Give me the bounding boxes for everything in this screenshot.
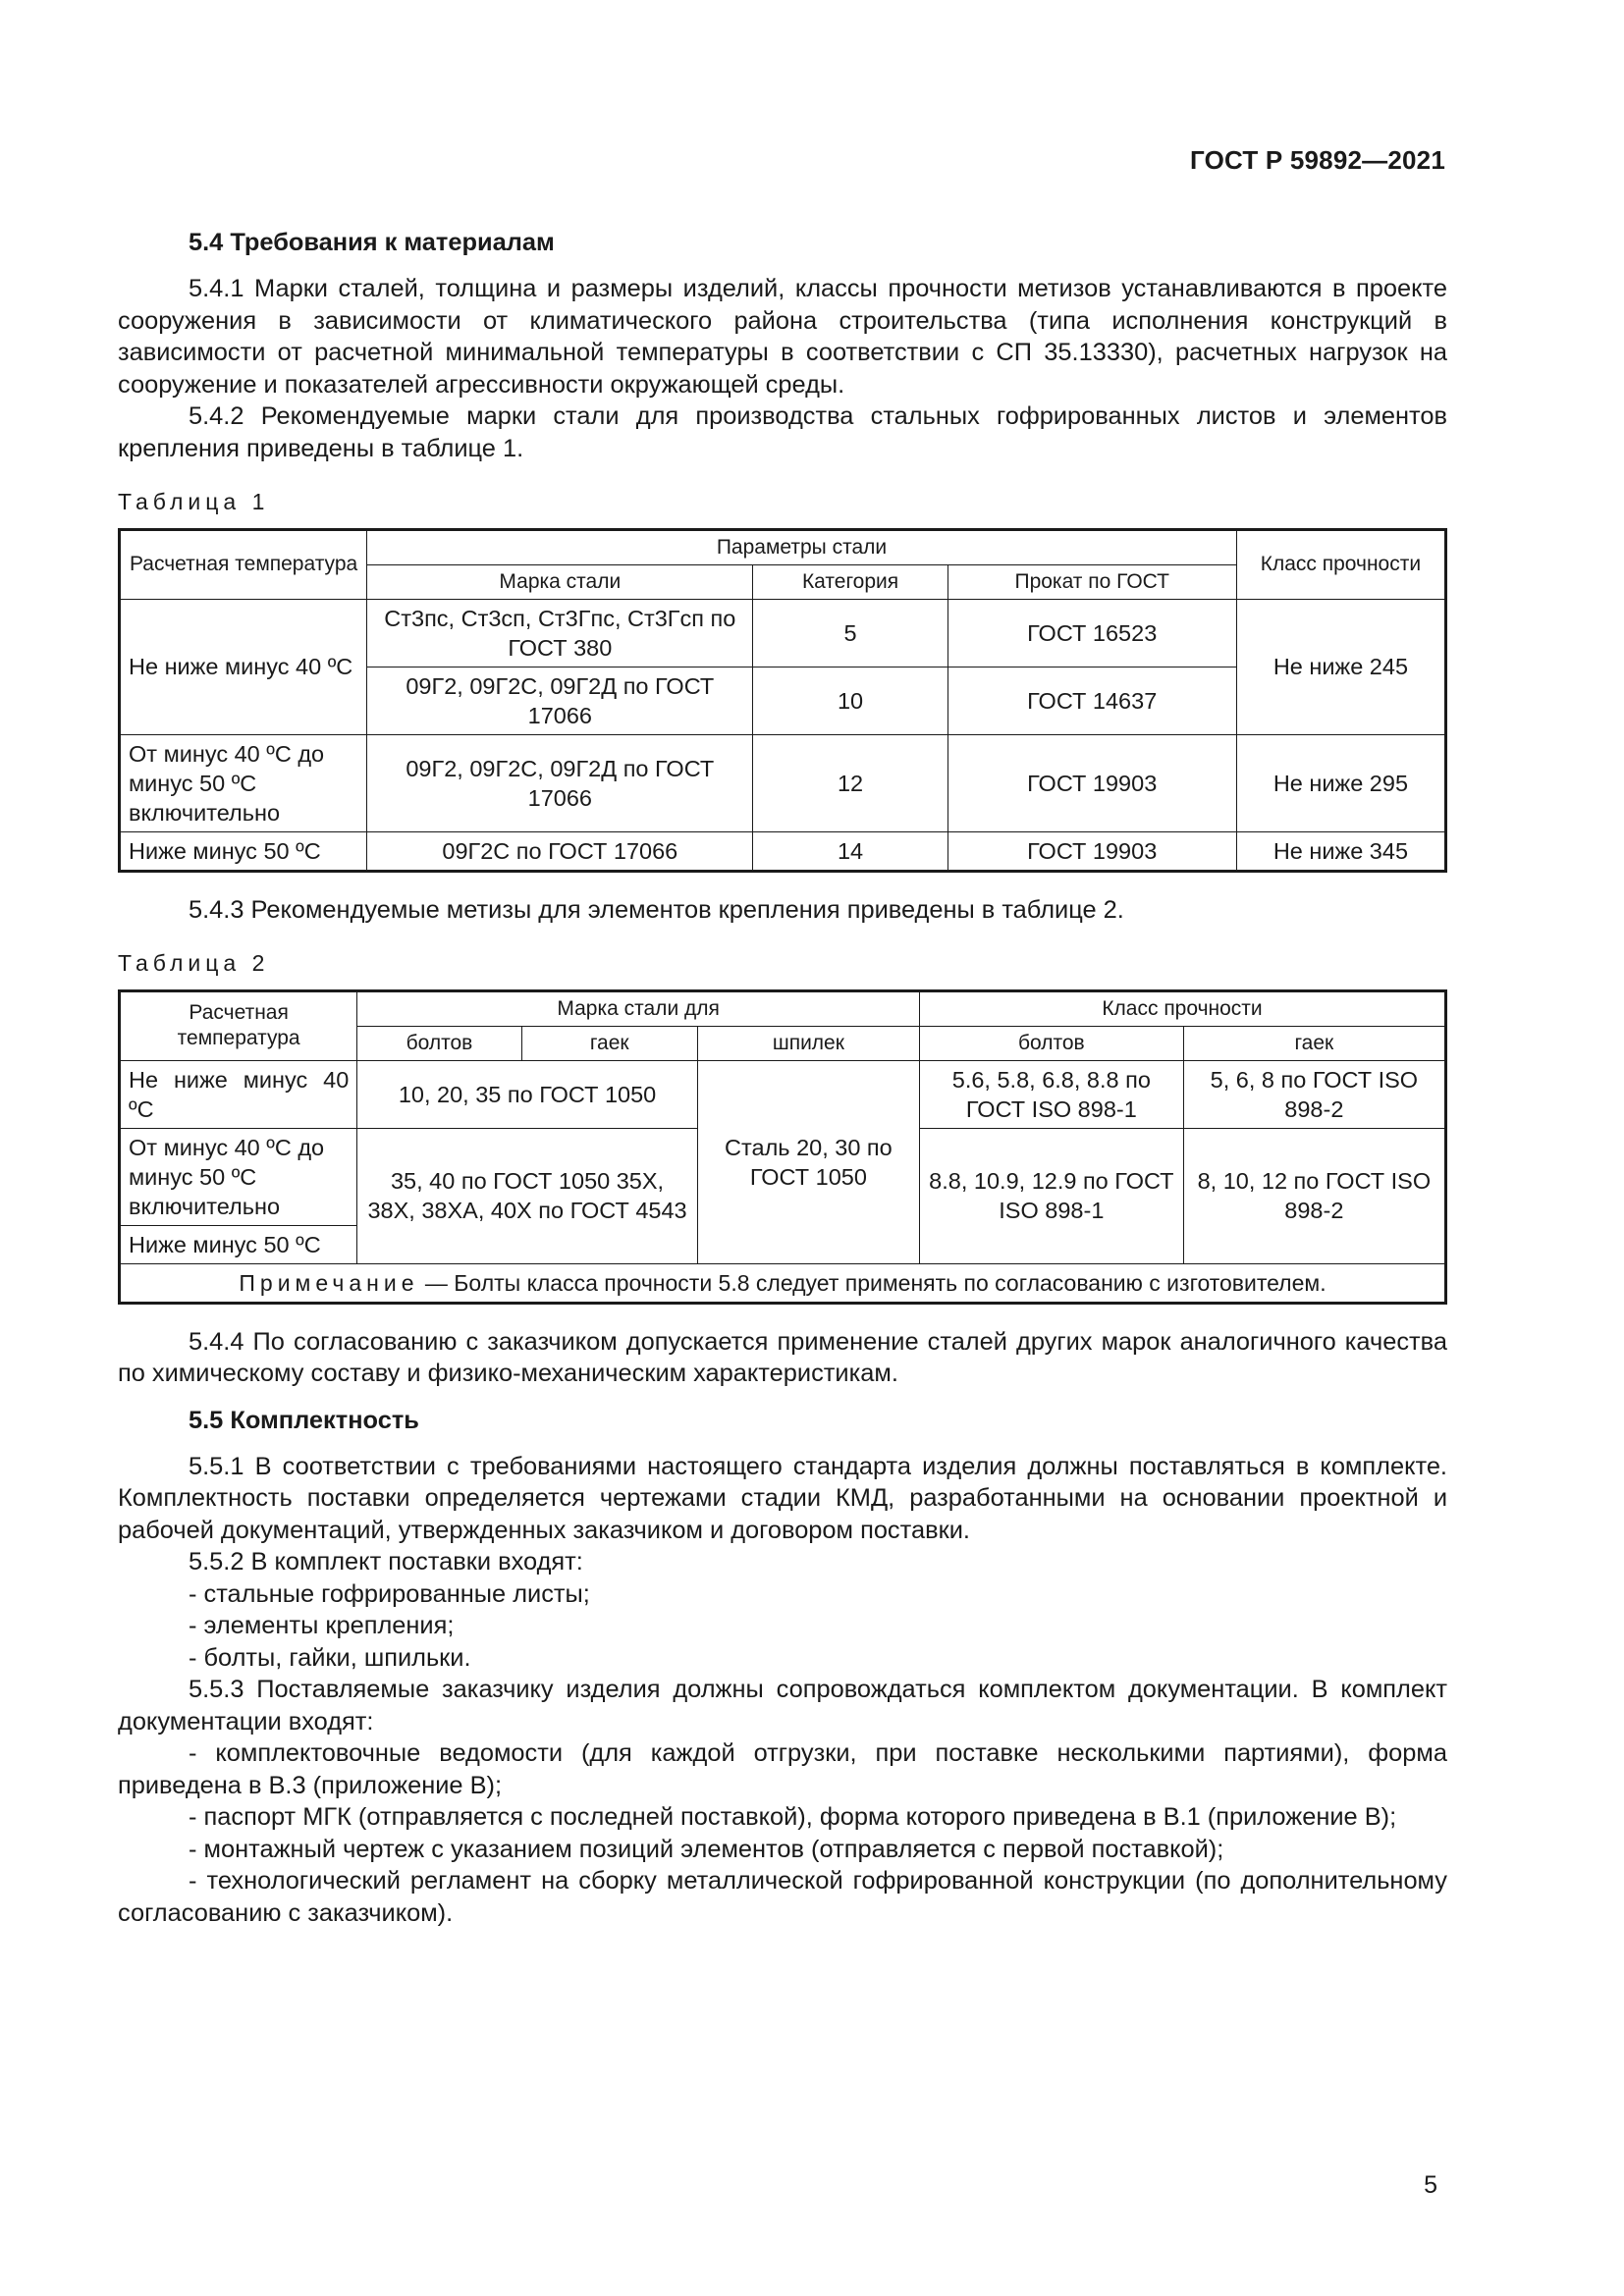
t2-head-nuts: гаек [521, 1026, 697, 1060]
table-cell: Не ниже 245 [1236, 599, 1445, 734]
table-note [120, 1263, 1446, 1303]
paragraph-5-4-2: 5.4.2 Рекомендуемые марки стали для производства стальных гофрированных листов и элементов крепления приведены в таблице 1. [118, 402, 1447, 462]
table-cell: 8.8, 10.9, 12.9 по ГОСТ ISO 898-1 [919, 1128, 1183, 1263]
note-label: Примечание [239, 1269, 419, 1296]
table-cell: Ниже минус 50 ºС [120, 1225, 357, 1263]
table-cell: От минус 40 ºС до минус 50 ºС включительно [120, 1128, 357, 1225]
paragraph-5-4-4: 5.4.4 По согласованию с заказчиком допускается применение сталей других марок аналогичного качества по химическому составу и физико-механическим характеристикам. [118, 1327, 1447, 1387]
t1-head-rolled: Прокат по ГОСТ [947, 564, 1236, 599]
table-cell: Не ниже 295 [1236, 734, 1445, 831]
table-cell: 09Г2С по ГОСТ 17066 [367, 831, 753, 871]
table-row [120, 831, 1446, 871]
table-cell: 5, 6, 8 по ГОСТ ISO 898-2 [1183, 1060, 1445, 1128]
t2-head-strength: Класс прочности [919, 990, 1445, 1026]
table-1 [118, 528, 1447, 873]
t2-head-temp: Расчетная температура [120, 990, 357, 1060]
table-cell: 5.6, 5.8, 6.8, 8.8 по ГОСТ ISO 898-1 [919, 1060, 1183, 1128]
table-cell: 09Г2, 09Г2С, 09Г2Д по ГОСТ 17066 [367, 667, 753, 734]
table-cell: 35, 40 по ГОСТ 1050 35Х, 38Х, 38ХА, 40Х по ГОСТ 4543 [357, 1128, 698, 1263]
t2-head-bolts: болтов [357, 1026, 521, 1060]
list-item: - паспорт МГК (отправляется с последней поставкой), форма которого приведена в В.1 (приложение В); [189, 1803, 1397, 1831]
table-cell: Не ниже минус 40 ºС [120, 599, 367, 734]
table-2-caption: Таблица 2 [118, 950, 270, 976]
t1-head-category: Категория [753, 564, 947, 599]
table-cell: ГОСТ 19903 [947, 734, 1236, 831]
table-row [120, 1060, 1446, 1128]
page-content [118, 226, 1447, 1929]
t2-head-nuts-class: гаек [1183, 1026, 1445, 1060]
document-code: ГОСТ Р 59892—2021 [1190, 145, 1445, 175]
page-number: 5 [1424, 2171, 1437, 2199]
table-cell: 5 [753, 599, 947, 667]
table-cell: 10, 20, 35 по ГОСТ 1050 [357, 1060, 698, 1128]
table-cell: 14 [753, 831, 947, 871]
table-cell: ГОСТ 14637 [947, 667, 1236, 734]
list-item: - комплектовочные ведомости (для каждой отгрузки, при поставке несколькими партиями), форма приведена в В.3 (приложение В); [118, 1739, 1447, 1799]
section-5-4-title: 5.4 Требования к материалам [189, 229, 555, 256]
t1-head-temp: Расчетная температура [120, 529, 367, 599]
table-cell: 10 [753, 667, 947, 734]
t1-head-strength: Класс прочности [1236, 529, 1445, 599]
table-cell: 12 [753, 734, 947, 831]
list-item: - элементы крепления; [189, 1612, 455, 1639]
t2-head-studs: шпилек [697, 1026, 919, 1060]
table-note-row [120, 1263, 1446, 1303]
paragraph-5-5-2: 5.5.2 В комплект поставки входят: [189, 1548, 583, 1575]
list-item: - технологический регламент на сборку металлической гофрированной конструкции (по дополнительному согласованию с заказчиком). [118, 1867, 1447, 1927]
paragraph-5-4-1: 5.4.1 Марки сталей, толщина и размеры изделий, классы прочности метизов устанавливаются в проекте сооружения в зависимости от климатического района строительства (типа исполнения конструкций в зависимости от расчетной минимальной температуры в соответствии с СП 35.13330), расчетных нагрузок на сооружение и показателей агрессивности окружающей среды. [118, 275, 1447, 399]
t2-head-bolts-class: болтов [919, 1026, 1183, 1060]
table-cell: Не ниже минус 40 ºС [120, 1060, 357, 1128]
table-cell: ГОСТ 16523 [947, 599, 1236, 667]
table-cell: Ст3пс, Ст3сп, Ст3Гпс, Ст3Гсп по ГОСТ 380 [367, 599, 753, 667]
table-cell: От минус 40 ºС до минус 50 ºС включительно [120, 734, 367, 831]
table-row [120, 599, 1446, 667]
paragraph-5-5-1: 5.5.1 В соответствии с требованиями настоящего стандарта изделия должны поставляться в комплекте. Комплектность поставки определяется чертежами стадии КМД, разработанными на основании проектной и рабочей документаций, утвержденных заказчиком и договором поставки. [118, 1452, 1447, 1544]
table-cell: Сталь 20, 30 по ГОСТ 1050 [697, 1060, 919, 1263]
section-5-5-title: 5.5 Комплектность [189, 1406, 419, 1434]
table-1-caption: Таблица 1 [118, 489, 270, 514]
table-cell: Ниже минус 50 ºС [120, 831, 367, 871]
t1-head-params: Параметры стали [367, 529, 1237, 564]
table-2 [118, 989, 1447, 1305]
paragraph-5-5-3: 5.5.3 Поставляемые заказчику изделия должны сопровождаться комплектом документации. В комплект документации входят: [118, 1676, 1447, 1735]
table-row [120, 734, 1446, 831]
list-item: - монтажный чертеж с указанием позиций элементов (отправляется с первой поставкой); [189, 1835, 1224, 1863]
paragraph-5-4-3: 5.4.3 Рекомендуемые метизы для элементов крепления приведены в таблице 2. [189, 895, 1124, 924]
table-cell: 09Г2, 09Г2С, 09Г2Д по ГОСТ 17066 [367, 734, 753, 831]
list-item: - стальные гофрированные листы; [189, 1579, 590, 1608]
table-cell: Не ниже 345 [1236, 831, 1445, 871]
table-cell: ГОСТ 19903 [947, 831, 1236, 871]
table-cell: 8, 10, 12 по ГОСТ ISO 898-2 [1183, 1128, 1445, 1263]
t2-head-steel-for: Марка стали для [357, 990, 920, 1026]
list-item: - болты, гайки, шпильки. [189, 1643, 471, 1672]
note-text: — Болты класса прочности 5.8 следует применять по согласованию с изготовителем. [418, 1269, 1326, 1296]
t1-head-grade: Марка стали [367, 564, 753, 599]
